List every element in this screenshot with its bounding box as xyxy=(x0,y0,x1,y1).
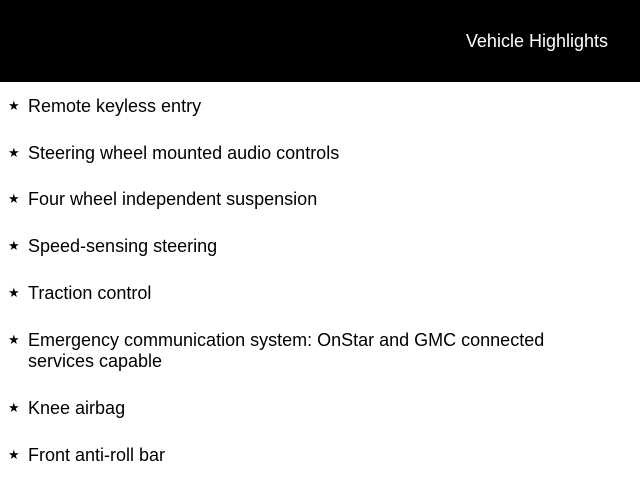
star-icon: ★ xyxy=(8,285,20,300)
star-icon: ★ xyxy=(8,447,20,462)
list-item-text: Steering wheel mounted audio controls xyxy=(28,143,340,163)
star-icon: ★ xyxy=(8,98,20,113)
list-item-text: Speed-sensing steering xyxy=(28,236,218,256)
star-icon: ★ xyxy=(8,332,20,347)
header-bar xyxy=(0,0,640,82)
star-icon: ★ xyxy=(8,238,20,253)
list-item-text: Traction control xyxy=(28,283,152,303)
list-item-text: Four wheel independent suspension xyxy=(28,189,318,209)
list-item-text: Knee airbag xyxy=(28,398,126,418)
page-title: Vehicle Highlights xyxy=(465,31,608,51)
list-item-text: Front anti-roll bar xyxy=(28,445,166,465)
list-item-text: Remote keyless entry xyxy=(28,96,202,116)
star-icon: ★ xyxy=(8,191,20,206)
star-icon: ★ xyxy=(8,145,20,160)
list-item-text: Emergency communication system: OnStar and GMC connected services capable xyxy=(28,330,545,371)
star-icon: ★ xyxy=(8,400,20,415)
